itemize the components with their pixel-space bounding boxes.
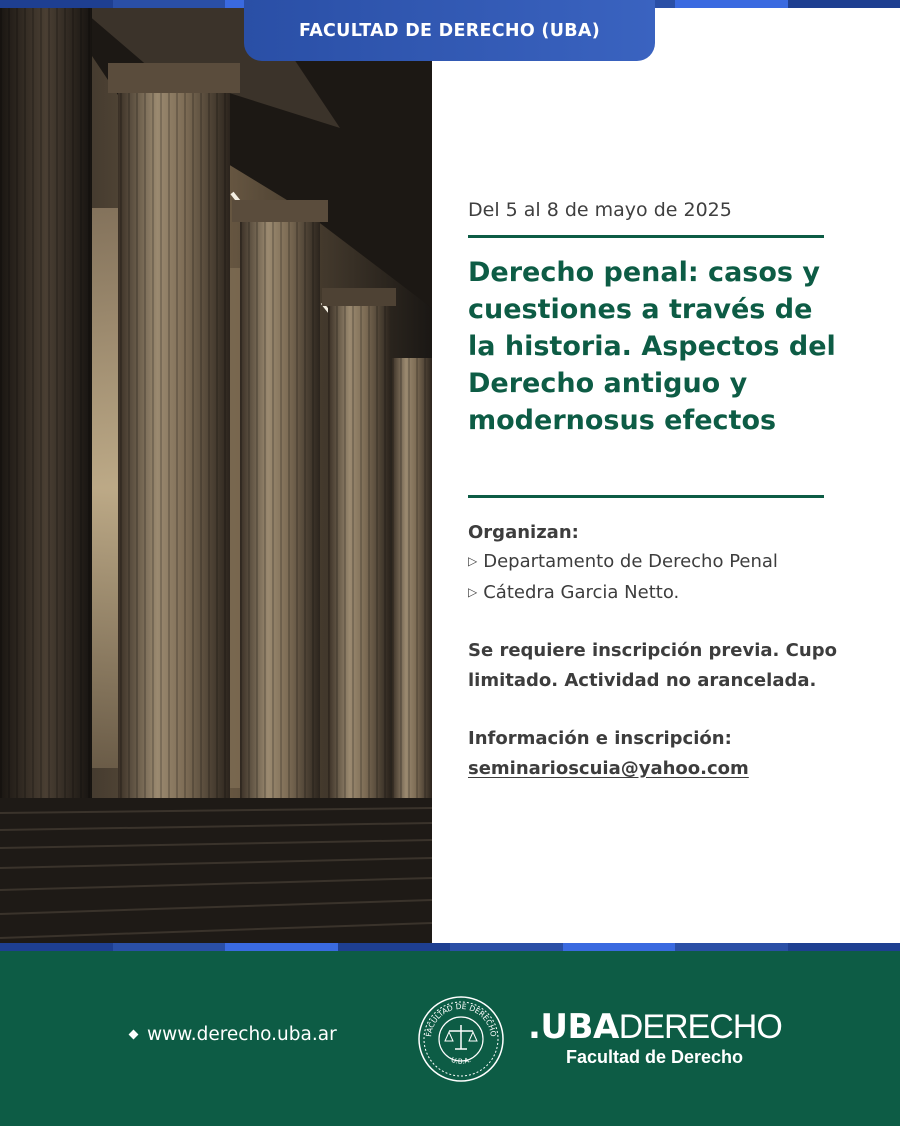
uba-derecho-logo xyxy=(528,1007,782,1068)
organizers-block xyxy=(468,518,848,609)
divider-bottom xyxy=(468,495,824,498)
divider-top xyxy=(468,235,824,238)
website-url: www.derecho.uba.ar xyxy=(147,1024,337,1045)
organizer-name: Departamento de Derecho Penal xyxy=(483,551,778,572)
triangle-bullet-icon: ▷ xyxy=(468,554,478,568)
columns-photo xyxy=(0,8,432,943)
header-tab xyxy=(244,0,655,61)
bottom-color-stripe xyxy=(0,943,900,951)
faculty-seal-icon xyxy=(417,995,505,1087)
event-title: Derecho penal: casos y cuestiones a través de la historia. Aspectos del Derecho antiguo y modernosus efectos xyxy=(468,257,836,436)
info-block xyxy=(468,724,848,784)
info-label: Información e inscripción: xyxy=(468,728,732,749)
svg-text:FACULTAD DE DERECHO: FACULTAD DE DERECHO xyxy=(424,1001,498,1038)
header-title: FACULTAD DE DERECHO (UBA) xyxy=(298,20,601,41)
event-date: Del 5 al 8 de mayo de 2025 xyxy=(468,199,732,221)
svg-text:U.B.A.: U.B.A. xyxy=(449,1055,473,1066)
organizer-item xyxy=(468,578,848,609)
brand-derecho: DERECHO xyxy=(618,1008,782,1046)
triangle-bullet-icon: ▷ xyxy=(468,585,478,599)
footer xyxy=(0,951,900,1126)
event-details xyxy=(468,196,843,779)
brand-subtitle: Facultad de Derecho xyxy=(566,1047,744,1067)
website-link[interactable] xyxy=(130,1024,337,1045)
organizers-label: Organizan: xyxy=(468,522,579,543)
email-link[interactable]: seminarioscuia@yahoo.com xyxy=(468,758,749,779)
diamond-bullet-icon xyxy=(129,1030,139,1040)
organizer-name: Cátedra Garcia Netto. xyxy=(483,582,680,603)
brand-uba: .UBA xyxy=(528,1007,619,1047)
requirement-text: Se requiere inscripción previa. Cupo limitado. Actividad no arancelada. xyxy=(468,640,837,691)
organizer-item xyxy=(468,547,848,578)
